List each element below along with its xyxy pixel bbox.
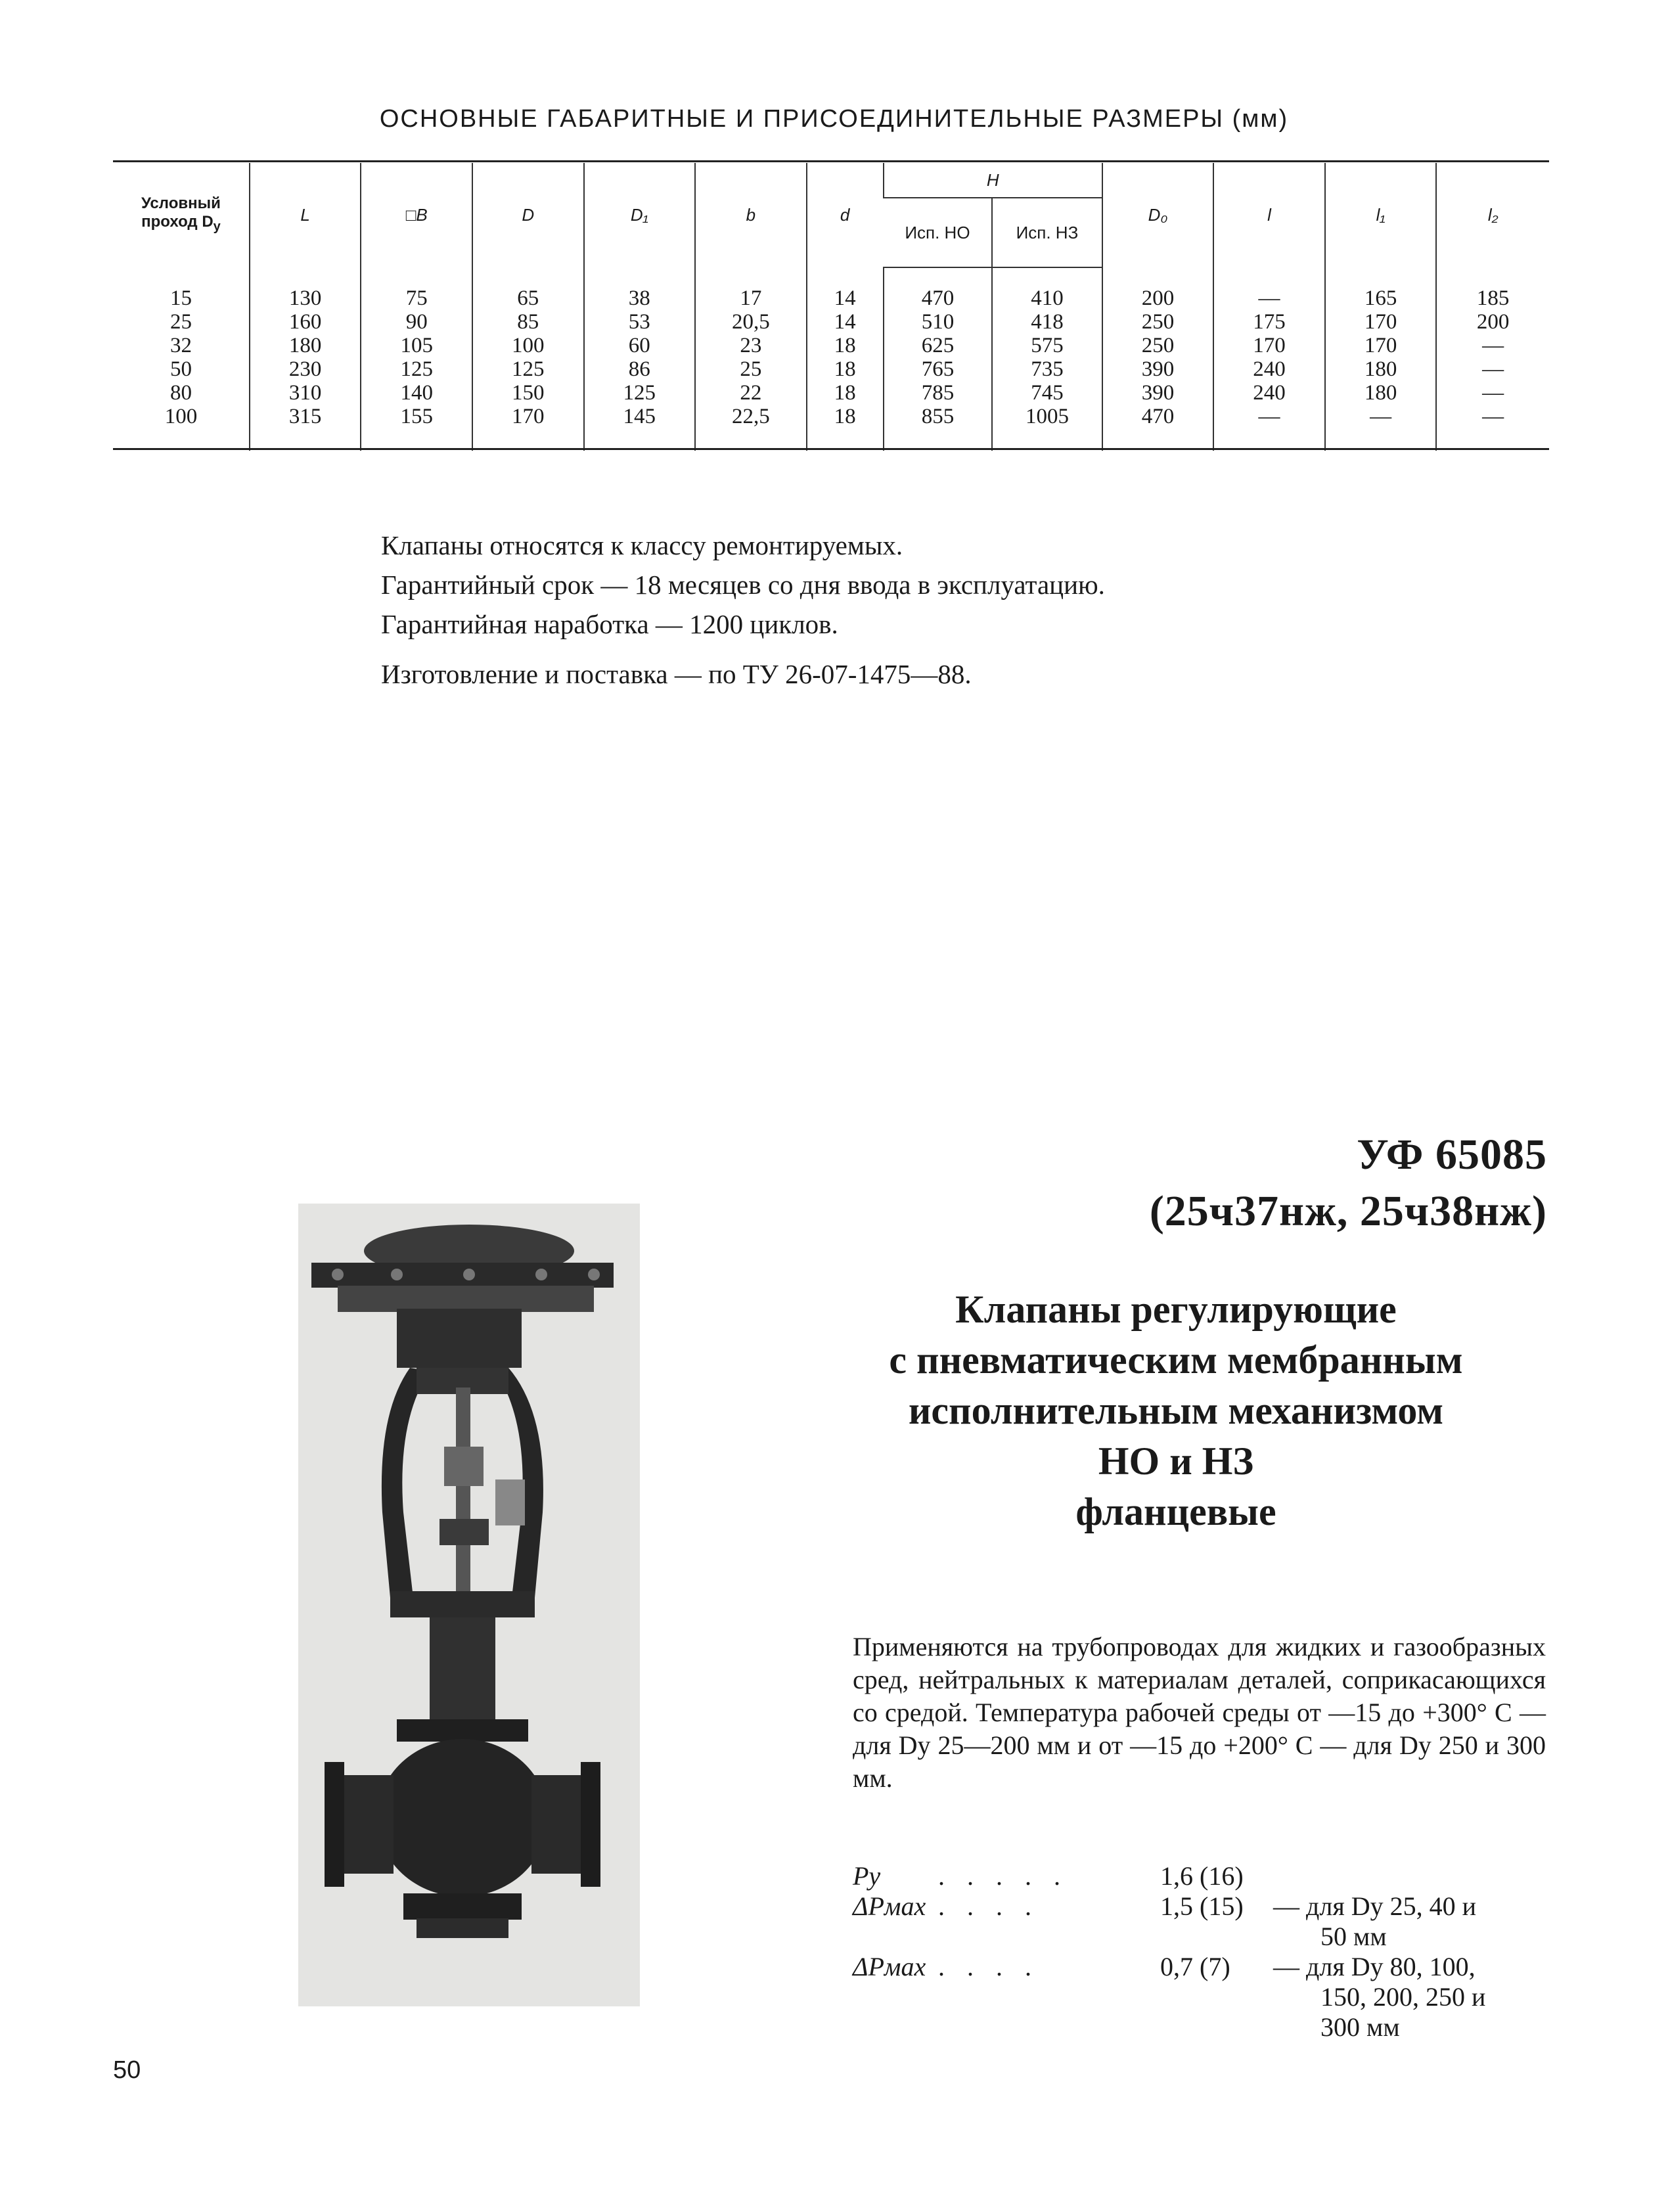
spec-note-continuation: 300 мм <box>1320 2012 1400 2042</box>
table-cell: 160 <box>250 310 361 334</box>
spec-row <box>853 1891 1556 1922</box>
valve-illustration <box>298 1204 640 2006</box>
table-cell: 180 <box>1325 357 1437 381</box>
table-cell: 22,5 <box>695 405 807 451</box>
notes-block <box>381 526 1366 694</box>
table-cell: 175 <box>1213 310 1325 334</box>
spec-row <box>853 1952 1556 1982</box>
table-cell: 170 <box>1325 310 1437 334</box>
title-line-2: с пневматическим мембранным <box>889 1338 1463 1382</box>
header-B: □B <box>361 163 472 267</box>
table-cell: 170 <box>1325 334 1437 357</box>
title-line-1: Клапаны регулирующие <box>955 1288 1397 1331</box>
spec-dots: .... <box>938 1952 1054 1981</box>
spec-symbol: Pу <box>853 1861 881 1891</box>
table-cell: 22 <box>695 381 807 405</box>
table-cell: 785 <box>884 381 993 405</box>
table-cell: 180 <box>250 334 361 357</box>
table-cell: 125 <box>472 357 584 381</box>
table-cell: 240 <box>1213 381 1325 405</box>
table-cell: 125 <box>361 357 472 381</box>
table-cell: 418 <box>992 310 1102 334</box>
table-cell: 38 <box>584 267 696 310</box>
model-variants: (25ч37нж, 25ч38нж) <box>1149 1187 1547 1235</box>
table-cell: — <box>1436 334 1549 357</box>
table-cell: 185 <box>1436 267 1549 310</box>
table-row <box>113 405 1549 451</box>
table-cell: 250 <box>1102 334 1214 357</box>
table-cell: 765 <box>884 357 993 381</box>
table-cell: 155 <box>361 405 472 451</box>
header-H: H <box>884 163 1102 198</box>
table-cell: 20,5 <box>695 310 807 334</box>
table-cell: 18 <box>807 357 884 381</box>
header-l2: l₂ <box>1436 163 1549 267</box>
header-H-nz: Исп. НЗ <box>992 198 1102 267</box>
table-cell: 470 <box>1102 405 1214 451</box>
table-cell: 130 <box>250 267 361 310</box>
title-line-5: фланцевые <box>1075 1490 1276 1533</box>
table-row <box>113 310 1549 334</box>
table-cell: 390 <box>1102 381 1214 405</box>
table-cell: 180 <box>1325 381 1437 405</box>
table-cell: 75 <box>361 267 472 310</box>
table-cell: — <box>1436 357 1549 381</box>
table-cell: 315 <box>250 405 361 451</box>
table-cell: 470 <box>884 267 993 310</box>
table-cell: 390 <box>1102 357 1214 381</box>
table-cell: 855 <box>884 405 993 451</box>
table-cell: 240 <box>1213 357 1325 381</box>
table-cell: 23 <box>695 334 807 357</box>
spec-row-continuation <box>853 1922 1556 1952</box>
table-cell: 90 <box>361 310 472 334</box>
spec-row-continuation <box>853 2012 1556 2043</box>
dimensions-table <box>113 163 1549 451</box>
spec-note: — для Dу 25, 40 и <box>1273 1891 1477 1921</box>
table-bottom-rule <box>113 448 1549 450</box>
spec-value: 1,6 (16) <box>1160 1861 1244 1891</box>
header-dy <box>113 163 250 267</box>
table-cell: 100 <box>472 334 584 357</box>
table-cell: 575 <box>992 334 1102 357</box>
table-cell: — <box>1436 381 1549 405</box>
spec-dots: .... <box>938 1891 1054 1921</box>
header-l: l <box>1213 163 1325 267</box>
page-number: 50 <box>113 2056 141 2084</box>
spec-value: 1,5 (15) <box>1160 1891 1244 1921</box>
table-cell: 100 <box>164 405 198 428</box>
table-top-rule <box>113 160 1549 162</box>
table-cell: 85 <box>472 310 584 334</box>
table-cell: 50 <box>169 357 192 381</box>
spec-value: 0,7 (7) <box>1160 1952 1230 1981</box>
table-cell: 14 <box>807 267 884 310</box>
header-dy-line1: Условный <box>141 194 221 213</box>
table-cell: 150 <box>472 381 584 405</box>
spec-note-continuation: 50 мм <box>1320 1922 1387 1951</box>
title-line-3: исполнительным механизмом <box>908 1389 1444 1432</box>
table-cell: 18 <box>807 381 884 405</box>
table-cell: 25 <box>695 357 807 381</box>
table-row <box>113 267 1549 310</box>
table-cell: 165 <box>1325 267 1437 310</box>
header-H-no: Исп. НО <box>884 198 993 267</box>
table-cell: 1005 <box>992 405 1102 451</box>
header-l1: l₁ <box>1325 163 1437 267</box>
table-cell: 140 <box>361 381 472 405</box>
table-cell: 200 <box>1436 310 1549 334</box>
table-cell: 17 <box>695 267 807 310</box>
table-cell: 80 <box>169 381 192 405</box>
spec-dots: ..... <box>938 1861 1083 1891</box>
title-line-4: НО и НЗ <box>1098 1439 1254 1483</box>
table-cell: 14 <box>807 310 884 334</box>
table-cell: 250 <box>1102 310 1214 334</box>
table-cell: 125 <box>584 381 696 405</box>
table-cell: 25 <box>169 310 192 334</box>
spec-row <box>853 1861 1556 1891</box>
table-caption: ОСНОВНЫЕ ГАБАРИТНЫЕ И ПРИСОЕДИНИТЕЛЬНЫЕ РАЗМЕРЫ (мм) <box>379 105 1289 133</box>
table-cell: — <box>1325 405 1437 451</box>
header-dy-line2: проход $D_у$ <box>141 213 221 234</box>
model-designation <box>1150 1127 1547 1240</box>
spec-row-continuation <box>853 1982 1556 2012</box>
table-cell: — <box>1213 267 1325 310</box>
spec-symbol: ΔPмах <box>853 1952 926 1981</box>
product-title <box>798 1284 1554 1537</box>
note-warranty-cycles: Гарантийная наработка — 1200 циклов. <box>381 609 838 639</box>
table-cell: 18 <box>807 334 884 357</box>
table-row <box>113 381 1549 405</box>
table-cell: 145 <box>584 405 696 451</box>
model-code: УФ 65085 <box>1357 1131 1547 1179</box>
note-warranty-period: Гарантийный срок — 18 месяцев со дня ввода в эксплуатацию. <box>381 570 1105 600</box>
spec-note: — для Dу 80, 100, <box>1273 1952 1476 1981</box>
table-cell: 65 <box>472 267 584 310</box>
table-cell: 625 <box>884 334 993 357</box>
header-D: D <box>472 163 584 267</box>
table-row <box>113 334 1549 357</box>
note-manufacture-spec: Изготовление и поставка — по ТУ 26-07-1475—88. <box>381 659 972 689</box>
table-cell: 53 <box>584 310 696 334</box>
table-cell: 745 <box>992 381 1102 405</box>
table-cell: 18 <box>807 405 884 451</box>
table-cell: — <box>1436 405 1549 451</box>
table-cell: 32 <box>169 334 192 357</box>
spec-symbol: ΔPмах <box>853 1891 926 1921</box>
table-row <box>113 357 1549 381</box>
header-L: L <box>250 163 361 267</box>
table-cell: 735 <box>992 357 1102 381</box>
table-cell: 170 <box>472 405 584 451</box>
table-cell: 170 <box>1213 334 1325 357</box>
table-cell: 86 <box>584 357 696 381</box>
table-cell: 200 <box>1102 267 1214 310</box>
header-b: b <box>695 163 807 267</box>
valve-photo <box>298 1204 640 2006</box>
table-cell: 15 <box>169 286 192 310</box>
header-D0: D₀ <box>1102 163 1214 267</box>
table-body <box>113 267 1549 451</box>
table-cell: 510 <box>884 310 993 334</box>
table-cell: 410 <box>992 267 1102 310</box>
spec-note-continuation: 150, 200, 250 и <box>1320 1982 1486 2012</box>
header-D1: D₁ <box>584 163 696 267</box>
table-cell: 60 <box>584 334 696 357</box>
table-cell: 105 <box>361 334 472 357</box>
specs-block <box>853 1861 1556 2043</box>
table-cell: 230 <box>250 357 361 381</box>
application-description: Применяются на трубопроводах для жидких и газообразных сред, нейтральных к материалам деталей, соприкасающихся со средой. Температура рабочей среды от —15 до +300° С — для Dу 25—200 мм и от —15 до +200° С — для Dу 250 и 300 мм. <box>853 1632 1546 1793</box>
table-cell: 310 <box>250 381 361 405</box>
note-repairable: Клапаны относятся к классу ремонтируемых. <box>381 530 903 560</box>
table-header-row <box>113 163 1549 198</box>
header-d: d <box>807 163 884 267</box>
table-cell: — <box>1213 405 1325 451</box>
